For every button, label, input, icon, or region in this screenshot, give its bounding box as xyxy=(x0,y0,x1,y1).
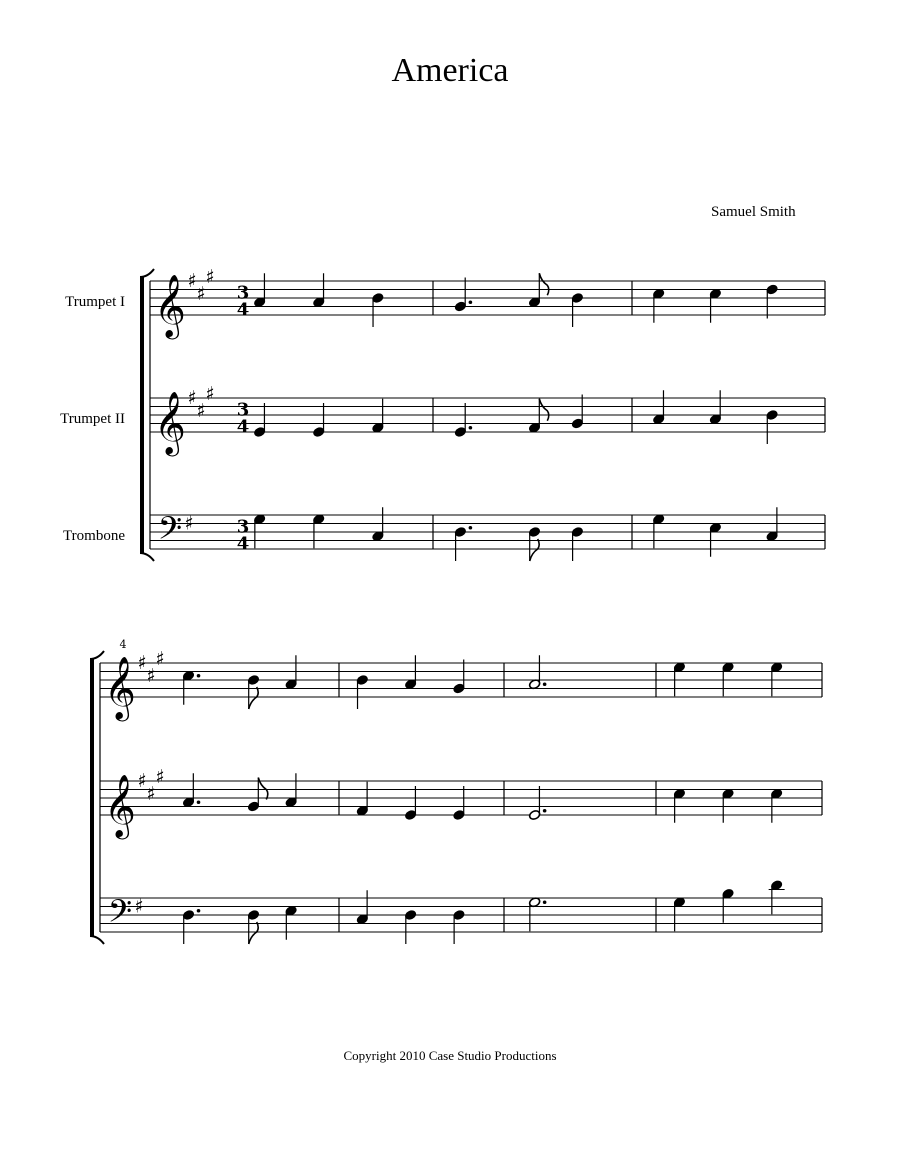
eighth-flag xyxy=(249,922,259,944)
key-signature-sharp-icon: ♯ xyxy=(196,399,206,422)
key-signature-sharp-icon: ♯ xyxy=(205,382,215,405)
treble-clef-icon: 𝄞 xyxy=(154,274,186,337)
augmentation-dot xyxy=(543,682,547,686)
key-signature-sharp-icon: ♯ xyxy=(146,782,156,805)
treble-clef-icon: 𝄞 xyxy=(104,774,136,837)
treble-clef-icon: 𝄞 xyxy=(104,656,136,719)
key-signature-sharp-icon: ♯ xyxy=(134,895,144,918)
treble-clef-icon: 𝄞 xyxy=(154,391,186,454)
time-signature-numerator: 3 xyxy=(236,516,250,538)
augmentation-dot xyxy=(543,900,547,904)
key-signature-sharp-icon: ♯ xyxy=(184,512,194,535)
system-bracket-bottom xyxy=(90,936,104,944)
system-bracket xyxy=(90,659,94,936)
augmentation-dot xyxy=(469,300,473,304)
key-signature-sharp-icon: ♯ xyxy=(137,652,147,674)
key-signature-sharp-icon: ♯ xyxy=(205,265,215,288)
time-signature-numerator: 3 xyxy=(236,399,250,421)
key-signature-sharp-icon: ♯ xyxy=(137,770,147,792)
augmentation-dot xyxy=(469,426,473,430)
key-signature-sharp-icon: ♯ xyxy=(196,282,206,305)
instrument-label-trombone: Trombone xyxy=(63,528,125,544)
eighth-flag xyxy=(539,273,549,295)
instrument-label-trumpet-1: Trumpet I xyxy=(65,294,125,310)
measure-number: 4 xyxy=(119,638,127,651)
eighth-flag xyxy=(530,539,540,561)
key-signature-sharp-icon: ♯ xyxy=(146,664,156,687)
time-signature-numerator: 3 xyxy=(236,282,250,304)
augmentation-dot xyxy=(543,809,547,813)
instrument-label-trumpet-2: Trumpet II xyxy=(60,411,125,427)
augmentation-dot xyxy=(197,674,201,678)
time-signature-denominator: 4 xyxy=(236,299,250,321)
augmentation-dot xyxy=(469,526,473,530)
copyright-notice: Copyright 2010 Case Studio Productions xyxy=(343,1048,557,1063)
eighth-flag xyxy=(249,687,259,709)
bass-clef-icon: 𝄢 xyxy=(107,893,133,937)
system-bracket xyxy=(140,277,144,553)
time-signature-denominator: 4 xyxy=(236,533,250,555)
time-signature-denominator: 4 xyxy=(236,416,250,438)
bass-clef-icon: 𝄢 xyxy=(157,510,183,554)
system-bracket-bottom xyxy=(140,553,154,561)
key-signature-sharp-icon: ♯ xyxy=(155,765,165,788)
key-signature-sharp-icon: ♯ xyxy=(187,387,197,409)
key-signature-sharp-icon: ♯ xyxy=(187,270,197,292)
system-bracket-top xyxy=(140,269,154,277)
eighth-flag xyxy=(539,399,549,421)
augmentation-dot xyxy=(197,800,201,804)
system-bracket-top xyxy=(90,651,104,659)
augmentation-dot xyxy=(197,909,201,913)
key-signature-sharp-icon: ♯ xyxy=(155,647,165,670)
composer-name: Samuel Smith xyxy=(711,204,796,220)
score-title: America xyxy=(391,52,509,89)
